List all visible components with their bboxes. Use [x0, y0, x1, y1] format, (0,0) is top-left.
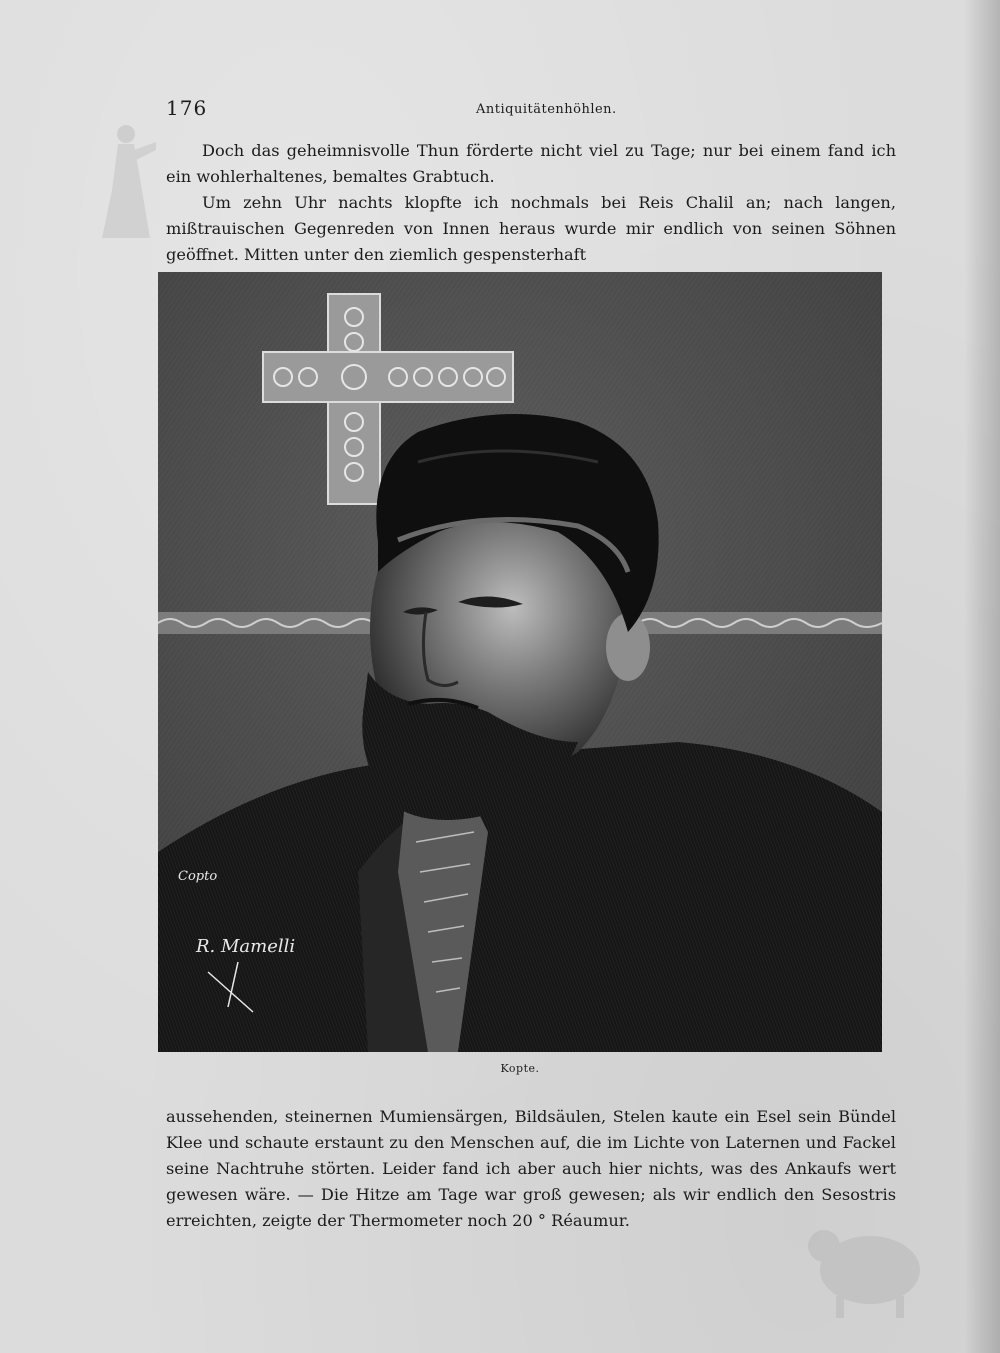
page-edge-shadow	[964, 0, 1000, 1353]
figure-caption	[0, 1062, 1000, 1075]
caption-text: Kopte.	[500, 1062, 540, 1075]
engraving-inscription-artist: R. Mamelli	[196, 936, 296, 957]
page-number: 176	[166, 96, 208, 120]
engraving-illustration	[158, 272, 882, 1052]
engraving-inscription-place: Copto	[178, 869, 218, 884]
page-header	[166, 96, 896, 126]
paragraph: Doch das geheimnisvolle Thun förderte nicht viel zu Tage; nur bei einem fand ich ein wohlerhaltenes, bemaltes Grabtuch.	[166, 141, 896, 186]
body-text-bottom	[166, 1104, 896, 1234]
show-through-figure-icon	[88, 120, 158, 240]
paragraph: Um zehn Uhr nachts klopfte ich nochmals bei Reis Chalil an; nach langen, mißtrauischen Gegenreden von Innen heraus wurde mir endlich von seinen Söhnen geöffnet. Mitten unter den ziemlich gespensterhaft	[166, 193, 896, 264]
paragraph: aussehenden, steinernen Mumiensärgen, Bildsäulen, Stelen kaute ein Esel sein Bündel Klee und schaute erstaunt zu den Menschen auf, die im Lichte von Laternen und Fackel seine Nachtruhe störten. Leider fand ich aber auch hier nichts, was des Ankaufs wert gewesen wäre. — Die Hitze am Tage war groß gewesen; als wir endlich den Sesostris erreichten, zeigte der Thermometer noch 20 ° Réaumur.	[166, 1107, 896, 1230]
running-head: Antiquitätenhöhlen.	[476, 102, 617, 117]
coptic-man-portrait-image	[158, 272, 882, 1052]
body-text-top	[166, 138, 896, 268]
